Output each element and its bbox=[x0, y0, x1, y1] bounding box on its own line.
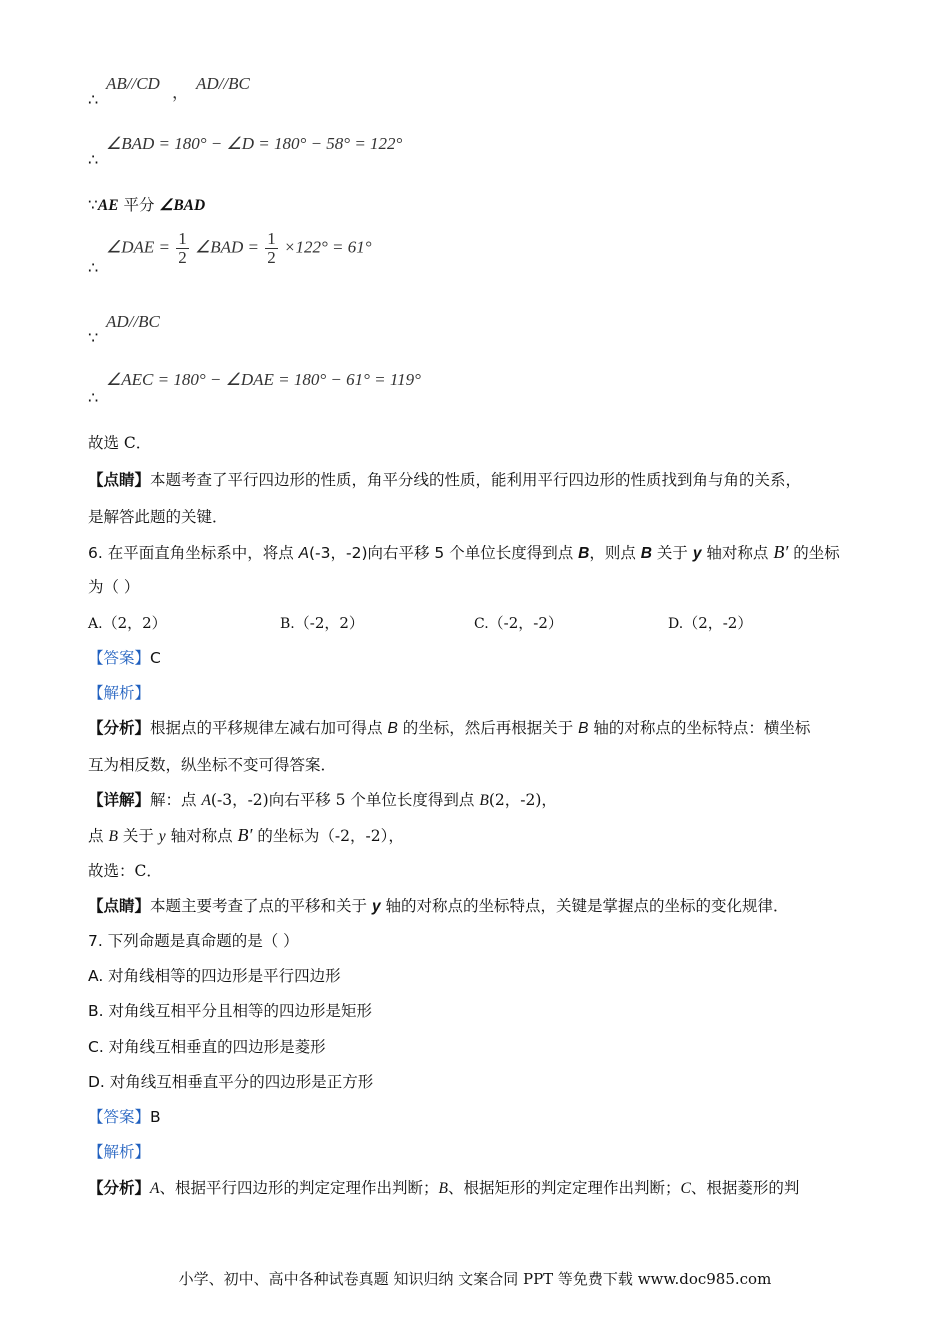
dianjing-a: 本题主要考查了点的平移和关于 bbox=[150, 897, 372, 915]
q6-dianjing bbox=[88, 895, 870, 918]
xj2-var-y: y bbox=[158, 828, 166, 845]
var-ae: AE bbox=[97, 197, 119, 214]
q6-xiangjie-2 bbox=[88, 824, 870, 848]
fenxi-tag: 【分析】 bbox=[88, 1179, 151, 1197]
q6-fenxi bbox=[88, 717, 870, 740]
q6-var-bprime: B′ bbox=[773, 542, 789, 562]
answer-tag: 【答案】 bbox=[88, 1108, 151, 1126]
q7-answer bbox=[88, 1106, 870, 1128]
xiangjie-a: 解：点 bbox=[150, 791, 202, 809]
q7-option-d: D. 对角线互相垂直平分的四边形是正方形 bbox=[88, 1073, 374, 1091]
therefore-symbol: ∴ bbox=[88, 150, 99, 169]
q6-answer bbox=[88, 647, 870, 669]
q6-fenxi-2: 互为相反数，纵坐标不变可得答案． bbox=[88, 756, 337, 774]
xj2-a: 点 bbox=[88, 827, 109, 845]
xiangjie-tag: 【详解】 bbox=[88, 791, 151, 809]
q6-stem-g: 关于 bbox=[652, 544, 693, 562]
option-value: （-2，2） bbox=[294, 614, 364, 632]
fraction-denominator: 2 bbox=[178, 248, 187, 267]
because-symbol: ∵ bbox=[88, 328, 99, 347]
q6-option-c bbox=[474, 612, 563, 633]
because-ae-bisects bbox=[88, 194, 870, 217]
xj2-e: 轴对称点 bbox=[165, 827, 238, 845]
q7-analysis-tag bbox=[88, 1141, 870, 1163]
option-label: B. bbox=[280, 616, 295, 632]
q7-stem: 7. 下列命题是真命题的是（ ） bbox=[88, 932, 299, 950]
q6-stem bbox=[88, 541, 870, 565]
xiangjie-var-a: A bbox=[201, 792, 211, 809]
answer-value: B bbox=[150, 1108, 161, 1126]
q6-xiangjie-3: 故选：C． bbox=[88, 862, 162, 880]
therefore-symbol: ∴ bbox=[88, 388, 99, 407]
text-bisect: 平分 bbox=[118, 196, 160, 214]
dianjing-tag: 【点睛】 bbox=[88, 897, 151, 915]
fenxi-var-c: C bbox=[680, 1180, 691, 1197]
xj2-c: 关于 bbox=[117, 827, 159, 845]
q6-var-a: A bbox=[298, 545, 309, 562]
fraction-denominator: 2 bbox=[267, 248, 276, 267]
fenxi-var-a: A bbox=[150, 1180, 160, 1197]
dianjing-c: 轴的对称点的坐标特点，关键是掌握点的坐标的变化规律． bbox=[380, 897, 789, 915]
option-label: C. bbox=[474, 616, 489, 632]
q6-var-b: B bbox=[578, 545, 590, 562]
option-value: （-2，-2） bbox=[488, 614, 563, 632]
math-angle-bad: ∠BAD = 180° − ∠D = 180° − 58° = 122° bbox=[106, 134, 403, 153]
fenxi-a: 根据点的平移规律左减右加可得点 bbox=[150, 719, 388, 737]
q6-stem-c: (-3，-2)向右平移 5 个单位长度得到点 bbox=[309, 544, 579, 562]
xj2-var-bprime: B′ bbox=[237, 825, 253, 845]
fenxi-e: 轴的对称点的坐标特点：横坐标 bbox=[588, 719, 811, 737]
option-value: （2，2） bbox=[102, 614, 167, 632]
q6-option-b bbox=[280, 612, 364, 633]
option-label: D. bbox=[668, 616, 684, 632]
q6-stem-a: 6. 在平面直角坐标系中，将点 bbox=[88, 544, 299, 562]
math-parallel-ad-bc: AD//BC bbox=[106, 312, 160, 331]
q6-option-a bbox=[88, 612, 167, 633]
dianjing-line-2: 是解答此题的关键． bbox=[88, 508, 228, 526]
q7-option-b: B. 对角线互相平分且相等的四边形是矩形 bbox=[88, 1002, 372, 1020]
fraction-half bbox=[176, 230, 189, 267]
dianjing-var-y: y bbox=[371, 898, 381, 915]
therefore-symbol: ∴ bbox=[88, 90, 99, 109]
math-parallel-ad-bc: AD//BC bbox=[196, 74, 250, 93]
q7-fenxi bbox=[88, 1177, 870, 1200]
dianjing-tag: 【点睛】 bbox=[88, 471, 151, 489]
fenxi-var-b: B bbox=[387, 720, 398, 737]
fenxi-var-b: B bbox=[438, 1180, 448, 1197]
q6-xiangjie bbox=[88, 789, 870, 812]
math-separator: ， bbox=[172, 83, 189, 102]
fenxi-tag: 【分析】 bbox=[88, 719, 151, 737]
answer-value: C bbox=[150, 649, 161, 667]
analysis-tag: 【解析】 bbox=[88, 1143, 151, 1161]
math-parallel-ab-cd: AB//CD bbox=[106, 74, 160, 93]
q6-option-d bbox=[668, 612, 752, 633]
choose-c: 故选 C． bbox=[88, 434, 152, 452]
xiangjie-c: (-3，-2)向右平移 5 个单位长度得到点 bbox=[210, 791, 480, 809]
dianjing-line bbox=[88, 469, 870, 491]
xj2-var-b: B bbox=[108, 828, 118, 845]
option-value: （2，-2） bbox=[683, 614, 753, 632]
answer-tag: 【答案】 bbox=[88, 649, 151, 667]
analysis-tag: 【解析】 bbox=[88, 684, 151, 702]
xiangjie-var-b: B bbox=[479, 792, 489, 809]
q7-option-c: C. 对角线互相垂直的四边形是菱形 bbox=[88, 1038, 326, 1056]
fenxi-d: 、根据矩形的判定定理作出判断； bbox=[447, 1179, 681, 1197]
math-dae-lhs: ∠DAE = bbox=[106, 237, 171, 257]
fenxi-f: 、根据菱形的判 bbox=[690, 1179, 800, 1197]
math-dae-rhs: ×122° = 61° bbox=[284, 237, 372, 257]
q6-var-y: y bbox=[692, 545, 702, 562]
dianjing-text: 本题考查了平行四边形的性质，角平分线的性质，能利用平行四边形的性质找到角与角的关系， bbox=[150, 471, 802, 489]
q6-stem-i: 轴对称点 bbox=[701, 544, 774, 562]
q6-stem-e: ，则点 bbox=[589, 544, 641, 562]
q6-var-b2: B bbox=[640, 545, 652, 562]
fraction-half bbox=[265, 230, 278, 267]
because-symbol: ∵ bbox=[88, 196, 98, 214]
xiangjie-e: (2，-2)， bbox=[488, 791, 557, 809]
q6-stem-k: 的坐标 bbox=[788, 544, 840, 562]
math-angle-aec: ∠AEC = 180° − ∠DAE = 180° − 61° = 119° bbox=[106, 370, 421, 389]
page-footer: 小学、初中、高中各种试卷真题 知识归纳 文案合同 PPT 等免费下载 www.doc985.com bbox=[178, 1270, 772, 1288]
math-dae-mid: ∠BAD = bbox=[195, 237, 260, 257]
xj2-g: 的坐标为（-2，-2）， bbox=[252, 827, 404, 845]
q6-stem-2: 为（ ） bbox=[88, 578, 140, 596]
fenxi-b: 、根据平行四边形的判定定理作出判断； bbox=[159, 1179, 439, 1197]
fraction-numerator: 1 bbox=[178, 229, 187, 248]
fraction-numerator: 1 bbox=[267, 229, 276, 248]
var-angle-bad: ∠BAD bbox=[159, 197, 206, 214]
math-angle-dae bbox=[106, 230, 372, 267]
q7-option-a: A. 对角线相等的四边形是平行四边形 bbox=[88, 967, 341, 985]
therefore-symbol: ∴ bbox=[88, 258, 99, 277]
fenxi-c: 的坐标，然后再根据关于 bbox=[397, 719, 579, 737]
fenxi-var-b2: B bbox=[578, 720, 589, 737]
option-label: A. bbox=[88, 616, 103, 632]
q6-analysis-tag bbox=[88, 682, 870, 704]
